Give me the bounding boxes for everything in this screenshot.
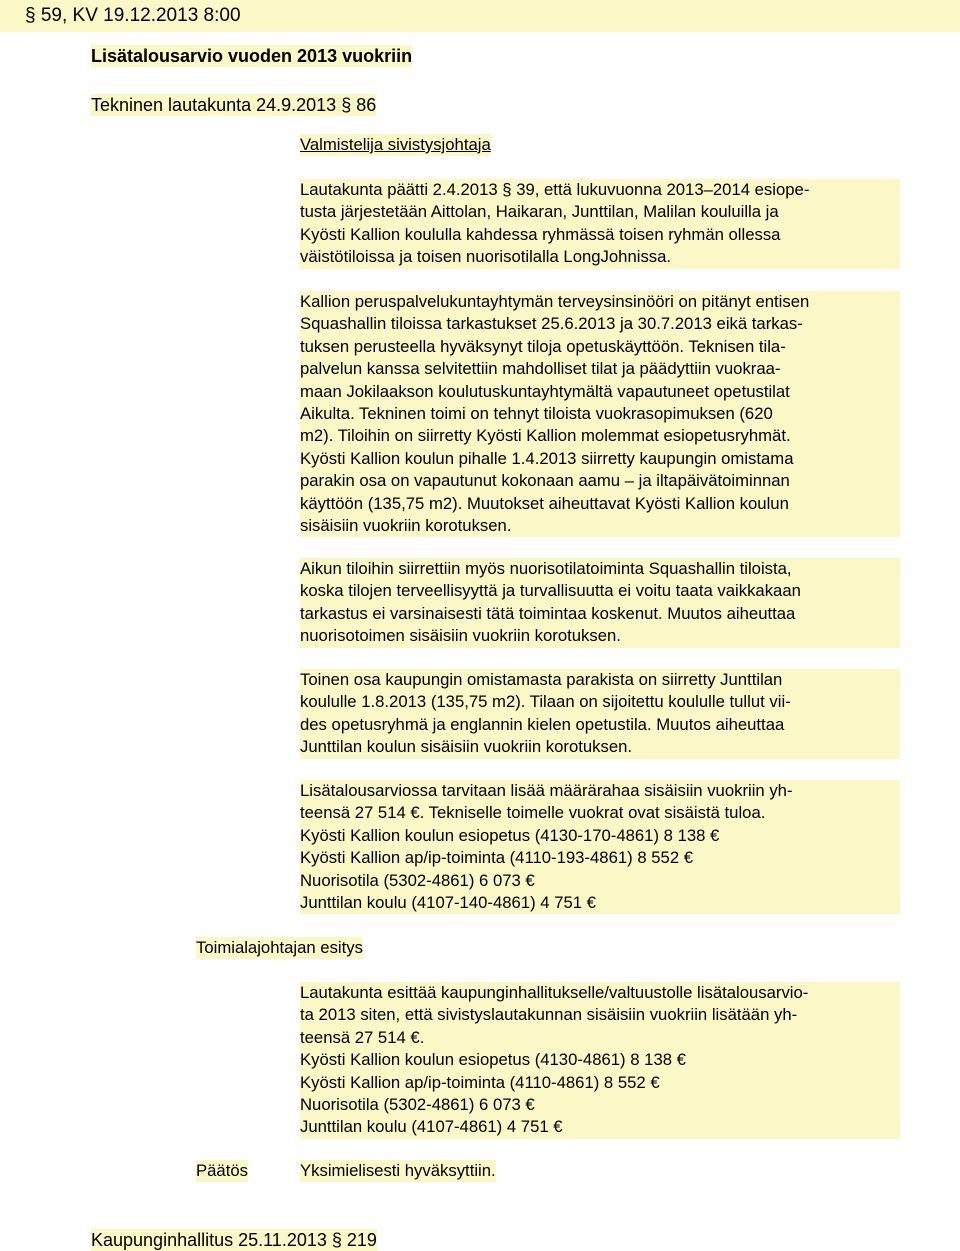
paragraph-line: m2). Tiloihin on siirretty Kyösti Kallion molemmat esiopetusryhmät. <box>300 426 791 446</box>
budget-line: Kyösti Kallion koulun esiopetus (4130-4861) 8 138 € <box>300 1050 686 1070</box>
section-line: § 59, KV 19.12.2013 8:00 <box>25 5 241 26</box>
paragraph-line: Lisätalousarviossa tarvitaan lisää määrärahaa sisäisiin vuokriin yh- <box>300 781 793 800</box>
paragraph-line: Junttilan koulun sisäisiin vuokriin korotuksen. <box>300 737 633 757</box>
preparer-heading: Valmistelija sivistysjohtaja <box>300 134 491 156</box>
paragraph-line: käyttöön (135,75 m2). Muutokset aiheuttavat Kyösti Kallion koulun <box>300 493 789 513</box>
paragraph-line: Lautakunta esittää kaupunginhallitukselle/valtuustolle lisätalousarvio- <box>300 983 809 1002</box>
footer-board-reference: Kaupunginhallitus 25.11.2013 § 219 <box>91 1230 377 1250</box>
paragraph-line: koululle 1.8.2013 (135,75 m2). Tilaan on sijoitettu koululle tullut vii- <box>300 692 791 712</box>
paragraph-line: sisäisiin vuokriin korotuksen. <box>300 516 512 536</box>
paragraph-1 <box>300 179 900 269</box>
paragraph-line: Squashallin tiloissa tarkastukset 25.6.2013 ja 30.7.2013 eikä tarkas- <box>300 314 803 334</box>
paragraph-line: Toinen osa kaupungin omistamasta parakista on siirretty Junttilan <box>300 670 783 689</box>
paragraph-line: parakin osa on vapautunut kokonaan aamu – ja iltapäivätoiminnan <box>300 471 790 491</box>
paragraph-5 <box>300 780 900 914</box>
paragraph-line: tarkastus ei varsinaisesti tätä toimintaa koskenut. Muutos aiheuttaa <box>300 603 796 623</box>
paragraph-line: Kallion peruspalvelukuntayhtymän terveysinsinööri on pitänyt entisen <box>300 292 810 311</box>
paragraph-line: Kyösti Kallion koululla kahdessa ryhmässä toisen ryhmän ollessa <box>300 224 781 244</box>
paragraph-line: des opetusryhmä ja englannin kielen opetustila. Muutos aiheuttaa <box>300 714 785 734</box>
paragraph-line: väistötiloissa ja toisen nuorisotilalla LongJohnissa. <box>300 247 672 267</box>
paragraph-line: palvelun kanssa selvitettiin mahdolliset tilat ja päädyttiin vuokraa- <box>300 359 781 379</box>
budget-line: Nuorisotila (5302-4861) 6 073 € <box>300 1095 535 1115</box>
paragraph-line: Lautakunta päätti 2.4.2013 § 39, että lukuvuonna 2013–2014 esiope- <box>300 180 810 199</box>
paragraph-line: Aikulta. Tekninen toimi on tehnyt tiloista vuokrasopimuksen (620 <box>300 404 773 424</box>
proposal-text <box>300 982 900 1139</box>
budget-line: Nuorisotila (5302-4861) 6 073 € <box>300 870 535 890</box>
paragraph-line: koska tilojen terveellisyyttä ja turvallisuutta ei voitu taata vaikkakaan <box>300 581 801 601</box>
paragraph-2 <box>300 291 900 537</box>
paragraph-line: Aikun tiloihin siirrettiin myös nuorisotilatoiminta Squashallin tiloista, <box>300 559 792 578</box>
paragraph-4 <box>300 669 900 759</box>
meeting-reference: Tekninen lautakunta 24.9.2013 § 86 <box>91 95 377 115</box>
paragraph-3 <box>300 558 900 648</box>
proposal-label: Toimialajohtajan esitys <box>196 937 363 959</box>
paragraph-line: maan Jokilaakson koulutuskuntayhtymältä vapautuneet opetustilat <box>300 381 790 401</box>
paragraph-line: nuorisotoimen sisäisiin vuokriin korotuksen. <box>300 626 621 646</box>
budget-line: Kyösti Kallion ap/ip-toiminta (4110-4861) 8 552 € <box>300 1072 660 1092</box>
paragraph-line: teensä 27 514 €. Tekniselle toimelle vuokrat ovat sisäistä tuloa. <box>300 803 766 823</box>
decision-label: Päätös <box>196 1160 248 1182</box>
decision-text: Yksimielisesti hyväksyttiin. <box>300 1160 496 1182</box>
budget-line: Junttilan koulu (4107-140-4861) 4 751 € <box>300 893 596 913</box>
section-heading <box>0 0 960 32</box>
paragraph-line: tusta järjestetään Aittolan, Haikaran, Junttilan, Malilan kouluilla ja <box>300 202 779 222</box>
budget-line: Junttilan koulu (4107-4861) 4 751 € <box>300 1117 563 1137</box>
budget-line: Kyösti Kallion ap/ip-toiminta (4110-193-4861) 8 552 € <box>300 848 694 868</box>
paragraph-line: Kyösti Kallion koulun pihalle 1.4.2013 siirretty kaupungin omistama <box>300 448 794 468</box>
paragraph-line: teensä 27 514 €. <box>300 1027 425 1047</box>
paragraph-line: tuksen perusteella hyväksynyt tiloja opetuskäyttöön. Teknisen tila- <box>300 336 786 356</box>
paragraph-line: ta 2013 siten, että sivistyslautakunnan sisäisiin vuokriin lisätään yh- <box>300 1005 798 1025</box>
budget-line: Kyösti Kallion koulun esiopetus (4130-170-4861) 8 138 € <box>300 825 720 845</box>
document-title: Lisätalousarvio vuoden 2013 vuokriin <box>91 46 413 66</box>
